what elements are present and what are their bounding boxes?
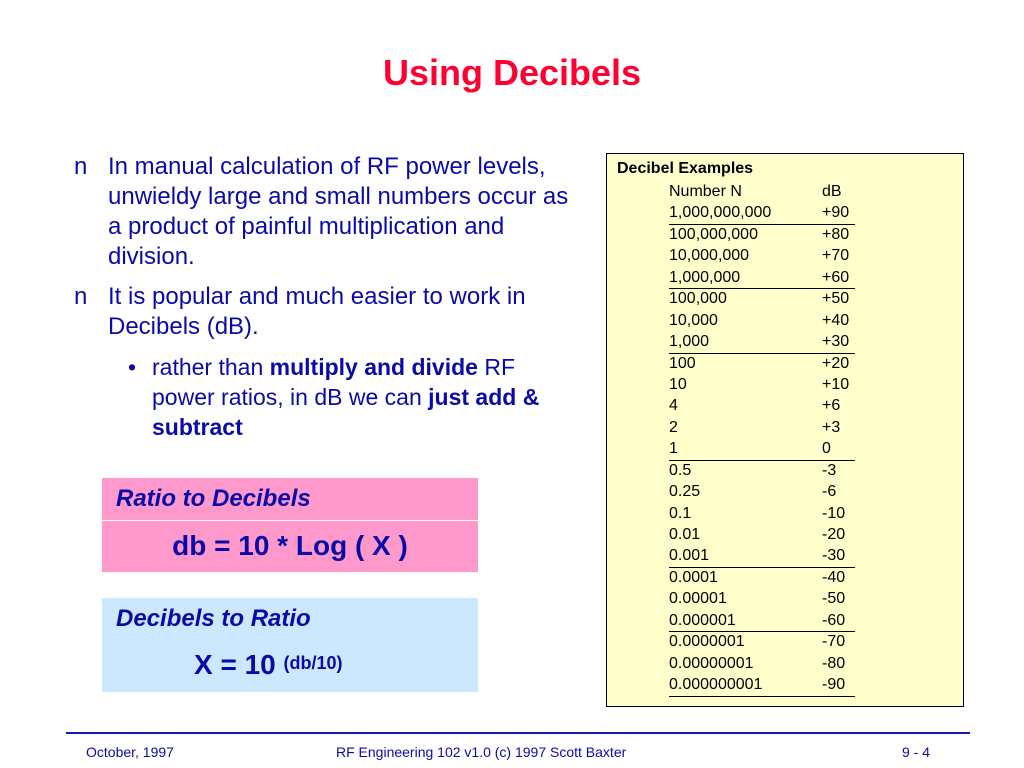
- table-row: [669, 589, 855, 610]
- db-cell: -90: [822, 676, 846, 694]
- db-cell: +60: [822, 268, 850, 286]
- table-row: [669, 354, 855, 375]
- decibel-examples-table: [606, 153, 964, 707]
- table-row: [669, 246, 855, 267]
- sub-bullet-bold-multiply: multiply and divide: [269, 354, 478, 380]
- ratio-formula: db = 10 * Log ( X ): [172, 530, 408, 561]
- db-cell: +20: [822, 354, 850, 372]
- db-cell: -50: [822, 590, 846, 608]
- table-row: [669, 546, 855, 567]
- db-cell: +30: [822, 333, 850, 351]
- db-cell: 0: [822, 440, 831, 458]
- db-cell: -60: [822, 611, 846, 629]
- number-cell: 1,000,000: [669, 268, 741, 286]
- bullet-text: In manual calculation of RF power levels, unwieldy large and small numbers occur as a product of painful multiplication and division.: [108, 153, 569, 270]
- footer-page-number: 9 - 4: [902, 744, 931, 760]
- decibel-formula-base: X = 10: [194, 649, 284, 680]
- number-cell: 100: [669, 354, 696, 372]
- number-cell: 0.00000001: [669, 654, 754, 672]
- table-row: [669, 568, 855, 589]
- bullet-list: [74, 152, 584, 442]
- number-cell: 0.01: [669, 526, 701, 543]
- decibel-formula-exponent: (db/10): [283, 653, 343, 673]
- table-row: [669, 632, 855, 653]
- db-cell: -80: [822, 654, 846, 672]
- bullet-marker: n: [74, 283, 88, 310]
- db-cell: +70: [822, 247, 850, 265]
- table-row: [669, 439, 855, 460]
- number-cell: 0.0001: [669, 568, 718, 586]
- sub-bullet-marker: •: [128, 354, 137, 380]
- sub-bullet-text-mid: RF power ratios, in dB we can: [152, 354, 516, 410]
- db-cell: +80: [822, 225, 850, 243]
- number-cell: 0.5: [669, 461, 692, 479]
- db-cell: +10: [822, 375, 850, 393]
- table-row: [669, 675, 855, 696]
- sub-bullet-bold-add: just add & subtract: [152, 384, 540, 440]
- table-row: [669, 504, 855, 525]
- table-row: [669, 289, 855, 310]
- db-cell: -10: [822, 504, 846, 522]
- db-cell: +3: [822, 418, 841, 436]
- decibel-formula: [102, 640, 478, 690]
- number-cell: 0.0000001: [669, 633, 745, 651]
- decibel-box-heading: Decibels to Ratio: [116, 605, 311, 632]
- db-cell: +90: [822, 204, 850, 222]
- number-cell: 10,000: [669, 311, 718, 329]
- number-cell: 1,000: [669, 333, 710, 351]
- table-row: [669, 268, 855, 289]
- footer-rule: [66, 732, 970, 734]
- db-cell: -6: [822, 483, 837, 501]
- number-cell: 0.001: [669, 547, 710, 565]
- table-header-row: [669, 182, 855, 203]
- number-cell: 0.25: [669, 483, 701, 501]
- table-row: [669, 654, 855, 675]
- table-row: [669, 375, 855, 396]
- number-cell: 1: [669, 440, 678, 458]
- table-row: [669, 525, 855, 546]
- number-cell: 0.000000001: [669, 676, 763, 694]
- number-cell: 0.1: [669, 504, 692, 522]
- table-title: Decibel Examples: [617, 160, 754, 177]
- table-row: [669, 311, 855, 332]
- footer-course: RF Engineering 102 v1.0 (c) 1997 Scott Baxter: [336, 744, 627, 760]
- table-row: [669, 332, 855, 353]
- column-header-number: Number N: [669, 183, 742, 200]
- sub-bullet-item: [128, 352, 584, 442]
- db-cell: +50: [822, 290, 850, 308]
- bullet-text: It is popular and much easier to work in Decibels (dB).: [108, 283, 526, 340]
- bullet-marker: n: [74, 153, 88, 180]
- number-cell: 10,000,000: [669, 247, 750, 265]
- table-row: [669, 225, 855, 246]
- footer-date: October, 1997: [86, 744, 174, 760]
- table-rows: [669, 182, 855, 697]
- slide-title: Using Decibels: [382, 52, 642, 93]
- db-cell: -40: [822, 568, 846, 586]
- decibels-to-ratio-box: [102, 598, 478, 692]
- db-cell: -70: [822, 633, 846, 651]
- number-cell: 2: [669, 418, 678, 436]
- column-header-db: dB: [822, 183, 842, 200]
- db-cell: -30: [822, 547, 846, 565]
- table-row: [669, 611, 855, 632]
- bullet-item: [74, 282, 584, 342]
- number-cell: 100,000,000: [669, 225, 758, 243]
- table-row: [669, 203, 855, 224]
- number-cell: 100,000: [669, 290, 727, 308]
- db-cell: +6: [822, 397, 841, 415]
- db-cell: -20: [822, 526, 846, 543]
- number-cell: 0.00001: [669, 590, 727, 608]
- sub-bullet-text-pre: rather than: [152, 354, 270, 380]
- bullet-item: [74, 152, 584, 272]
- number-cell: 4: [669, 397, 678, 415]
- db-cell: -3: [822, 461, 837, 479]
- ratio-box-heading: Ratio to Decibels: [102, 478, 478, 521]
- table-row: [669, 461, 855, 482]
- number-cell: 10: [669, 375, 687, 393]
- number-cell: 0.000001: [669, 611, 736, 629]
- ratio-to-decibels-box: [102, 478, 478, 572]
- table-row: [669, 482, 855, 503]
- table-row: [669, 418, 855, 439]
- db-cell: +40: [822, 311, 850, 329]
- number-cell: 1,000,000,000: [669, 204, 772, 222]
- table-row: [669, 396, 855, 417]
